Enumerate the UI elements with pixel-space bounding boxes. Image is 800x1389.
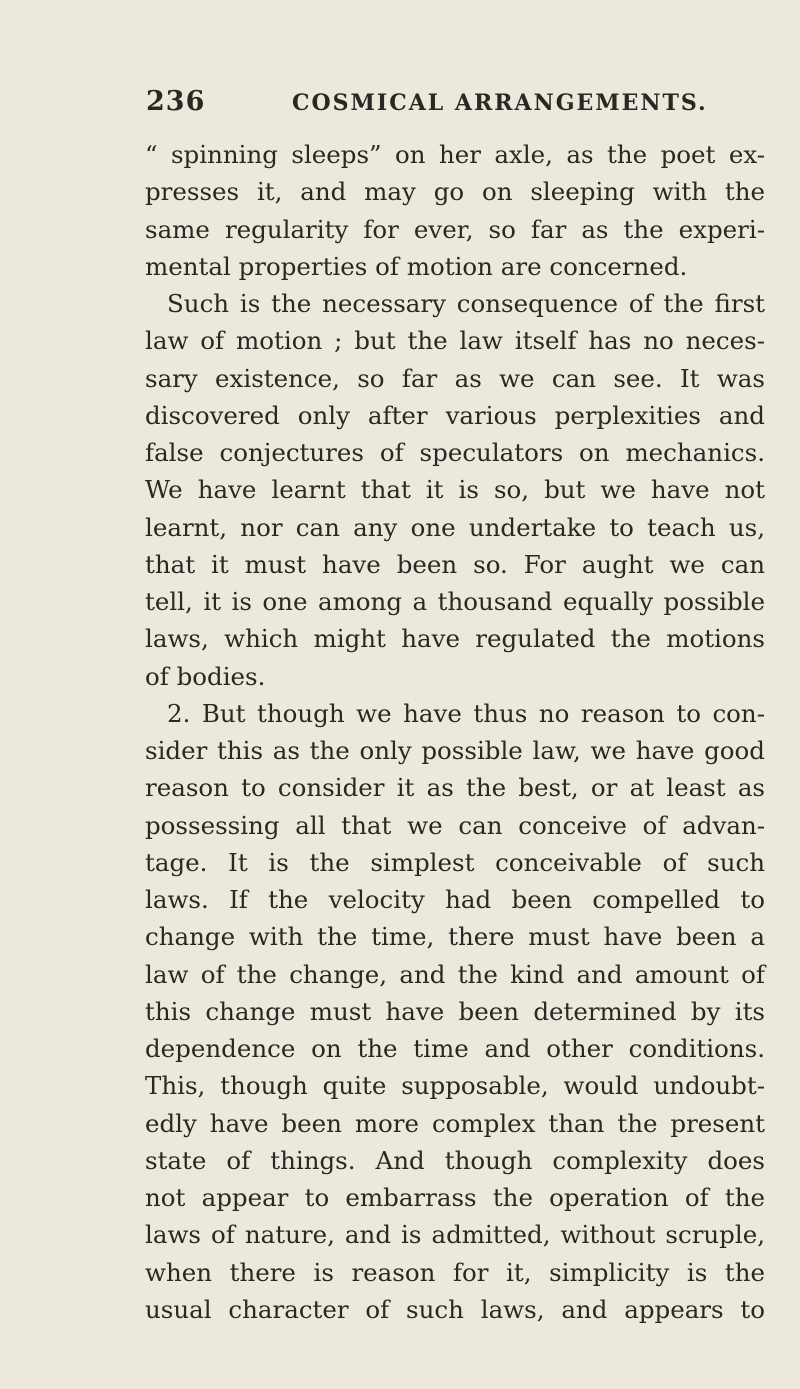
text-line: laws, which might have regulated the motions xyxy=(145,624,765,654)
text-line: of bodies. xyxy=(145,661,266,691)
text-line: when there is reason for it, simplicity is the xyxy=(145,1257,765,1287)
text-line: possessing all that we can conceive of advan- xyxy=(145,810,765,840)
text-line: This, though quite supposable, would undoubt- xyxy=(145,1071,765,1101)
text-line: 2. But though we have thus no reason to con- xyxy=(167,698,765,728)
text-line: discovered only after various perplexities and xyxy=(145,400,765,430)
text-line: mental properties of motion are concerned. xyxy=(145,251,688,281)
text-line: learnt, nor can any one undertake to teach us, xyxy=(145,512,765,542)
text-line: “ spinning sleeps” on her axle, as the poet ex- xyxy=(145,140,765,169)
text-line: presses it, and may go on sleeping with the xyxy=(145,177,765,207)
body-text xyxy=(145,136,765,1328)
running-title: COSMICAL ARRANGEMENTS. xyxy=(292,90,708,116)
page-header xyxy=(0,86,800,130)
text-line: law of the change, and the kind and amount of xyxy=(145,959,765,989)
text-line: laws. If the velocity had been compelled to xyxy=(145,885,765,914)
text-line: tage. It is the simplest conceivable of such xyxy=(145,847,765,877)
text-line: edly have been more complex than the present xyxy=(145,1108,765,1138)
text-line: usual character of such laws, and appears to xyxy=(145,1294,765,1324)
text-line: not appear to embarrass the operation of the xyxy=(145,1183,765,1212)
text-line: Such is the necessary consequence of the first xyxy=(167,289,765,318)
page-number: 236 xyxy=(146,86,206,117)
text-line: We have learnt that it is so, but we have not xyxy=(145,475,765,505)
text-line: dependence on the time and other conditions. xyxy=(145,1034,765,1063)
text-line: change with the time, there must have been a xyxy=(145,922,765,952)
text-line: sider this as the only possible law, we have good xyxy=(145,736,765,765)
text-line: reason to consider it as the best, or at least as xyxy=(145,773,765,803)
text-line: law of motion ; but the law itself has no neces- xyxy=(145,326,765,356)
text-line: this change must have been determined by its xyxy=(145,996,765,1026)
text-line: tell, it is one among a thousand equally possible xyxy=(145,587,765,616)
text-line: sary existence, so far as we can see. It was xyxy=(145,363,765,393)
text-line: laws of nature, and is admitted, without scruple, xyxy=(145,1220,765,1250)
text-line: that it must have been so. For aught we can xyxy=(145,549,765,579)
text-line: false conjectures of speculators on mechanics. xyxy=(145,438,765,467)
text-line: same regularity for ever, so far as the experi- xyxy=(145,214,765,244)
text-line: state of things. And though complexity does xyxy=(145,1145,765,1175)
